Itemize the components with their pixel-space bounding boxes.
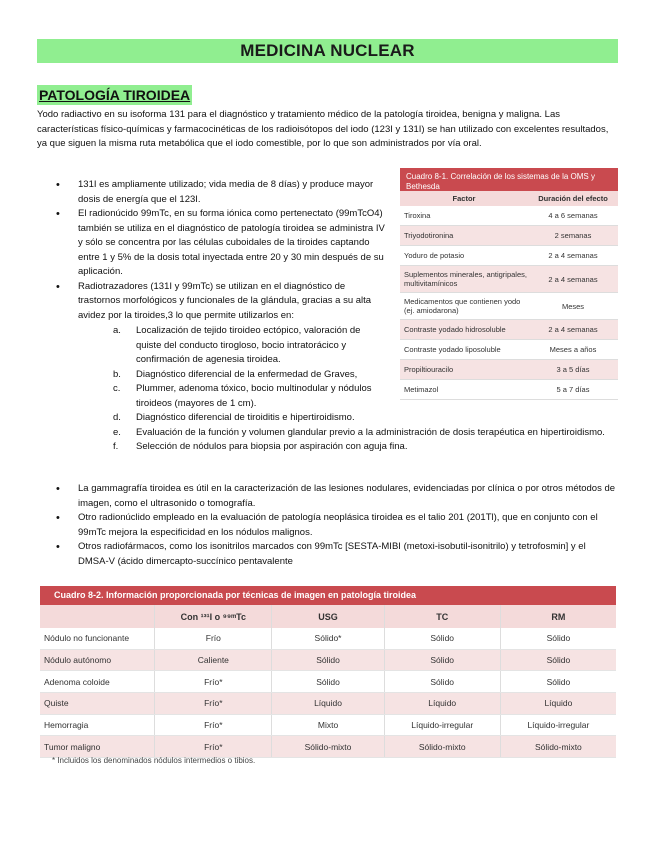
sublist-item: e. Evaluación de la función y volumen glandular previo a la administración de dosis terapéutica en hipertiroidismo. <box>113 426 605 438</box>
header-nuclear: Con ¹³¹I o ⁹⁹ᵐTc <box>154 605 271 628</box>
table-row: Tiroxina 4 a 6 semanas <box>400 206 618 226</box>
sublist-item: b. Diagnóstico diferencial de la enfermedad de Graves, <box>113 368 358 380</box>
table-row: Yoduro de potasio 2 a 4 semanas <box>400 246 618 266</box>
section-heading <box>37 85 192 105</box>
header-factor: Factor <box>452 194 476 203</box>
page-title: MEDICINA NUCLEAR <box>240 41 415 60</box>
list-item: • Otro radionúclido empleado en la evaluación de patología neoplásica tiroidea es el talio 201 (201Tl), que en conjunto con el 99mTc mejora la especificidad en los nódulos malignos. <box>56 511 618 540</box>
sublist-item: c. Plummer, adenoma tóxico, bocio multinodular y nódulos tiroideos (mayores de 1 cm). <box>113 383 372 409</box>
table-row: Medicamentos que contienen yodo (ej. amiodarona) Meses <box>400 293 618 320</box>
table-row: Contraste yodado hidrosoluble 2 a 4 semanas <box>400 320 618 340</box>
bullet-list-bottom <box>56 482 618 569</box>
intro-paragraph: Yodo radiactivo en su isoforma 131 para el diagnóstico y tratamiento médico de la patología tiroidea, benigna y maligna. Las características físico-químicas y farmacocinéticas de los radioisótopos del iodo (123I y 131I) se han utilizado con excelentes resultados, ya que siguen la misma ruta metabólica que el iodo comestible, por lo que son administrados por vía oral. <box>37 109 609 149</box>
header-usg: USG <box>271 605 383 628</box>
table-caption: Cuadro 8-1. Correlación de los sistemas de la OMS y Bethesda <box>400 168 618 191</box>
sublist-item: f. Selección de nódulos para biopsia por aspiración con aguja fina. <box>113 441 408 452</box>
list-item: • La gammagrafía tiroidea es útil en la caracterización de las lesiones nodulares, evidenciadas por clínica o por otros métodos de imagen, como el ultrasonido o tomografía. <box>56 482 618 511</box>
list-item: • Otros radiofármacos, como los isonitrilos marcados con 99mTc [SESTA-MIBI (metoxi-isobutil-isonitrilo) y tetrofosmin] y el DMSA-V (ácido dimercapto-succínico pentavalente <box>56 540 618 569</box>
table-imaging-info <box>40 586 616 758</box>
table-row: Quiste Frío* Líquido Líquido Líquido <box>40 693 616 715</box>
header-rm: RM <box>500 605 616 628</box>
table-row: Propiltiouracilo 3 a 5 días <box>400 360 618 380</box>
table-row: Triyodotironina 2 semanas <box>400 226 618 246</box>
table-row: Tumor maligno Frío* Sólido-mixto Sólido-mixto Sólido-mixto <box>40 736 616 758</box>
sublist-item: d. Diagnóstico diferencial de tiroiditis e hipertiroidismo. <box>113 412 355 423</box>
table-effect-duration <box>400 168 618 400</box>
table-row: Metimazol 5 a 7 días <box>400 380 618 400</box>
list-item: • El radionúcido 99mTc, en su forma iónica como pertenectato (99mTcO4) también se utiliza en el diagnóstico de patología tiroidea se administra IV y sólo se concentra por las células cuboidales de la tiroides captando entre 1 y 5% de la dosis total inyectada entre 20 y 30 min después de su aplicación. <box>56 207 386 280</box>
header-duration: Duración del efecto <box>538 194 608 203</box>
table-row: Nódulo autónomo Caliente Sólido Sólido Sólido <box>40 650 616 672</box>
list-item: • 131I es ampliamente utilizado; vida media de 8 días) y produce mayor dosis de energía que el 123I. <box>56 178 386 207</box>
list-item: • Radiotrazadores (131I y 99mTc) se utilizan en el diagnóstico de trastornos morfológicos y funcionales de la glándula, gracias a su alta avidez por la tiroides,3 lo que permite utilizarlos en: <box>56 280 386 324</box>
table-row: Contraste yodado liposoluble Meses a años <box>400 340 618 360</box>
section-title: PATOLOGÍA TIROIDEA <box>39 87 191 103</box>
header-tc: TC <box>384 605 500 628</box>
table-caption: Cuadro 8-2. Información proporcionada por técnicas de imagen en patología tiroidea <box>40 586 616 605</box>
title-bar <box>37 39 618 63</box>
table-row: Suplementos minerales, antigripales, multivitamínicos 2 a 4 semanas <box>400 266 618 293</box>
table-header <box>40 605 616 628</box>
table-row: Hemorragia Frío* Mixto Líquido-irregular Líquido-irregular <box>40 715 616 737</box>
sublist-item: a. Localización de tejido tiroideo ectópico, valoración de quiste del conducto tirogloso, bocio intratorácico y confirmación de agenesia tiroidea. <box>113 325 361 365</box>
table-row: Adenoma coloide Frío* Sólido Sólido Sólido <box>40 671 616 693</box>
table-footnote: * Incluidos los denominados nódulos intermedios o tibios. <box>52 756 256 765</box>
table-header <box>400 191 618 206</box>
bullet-list-top <box>56 178 386 323</box>
table-row: Nódulo no funcionante Frío Sólido* Sólido Sólido <box>40 628 616 650</box>
